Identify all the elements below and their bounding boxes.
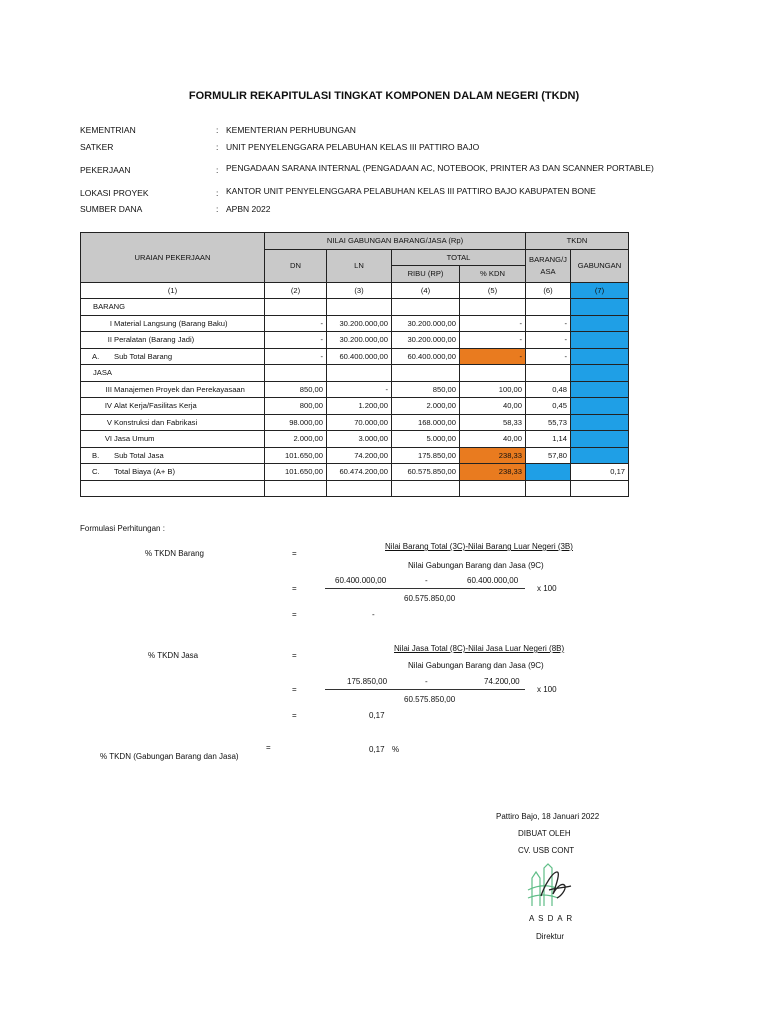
jasa-denominator-text: Nilai Gabungan Barang dan Jasa (9C) <box>408 661 544 670</box>
cell-ribu: 60.575.850,00 <box>392 464 460 481</box>
row-label: Sub Total Jasa <box>114 450 164 460</box>
equals-sign: = <box>292 549 297 558</box>
header-barang-jasa: BARANG/J ASA <box>526 249 571 282</box>
minus-sign: - <box>425 576 428 585</box>
cell-gabungan <box>571 348 629 365</box>
info-value-pekerjaan: PENGADAAN SARANA INTERNAL (PENGADAAN AC, NOTEBOOK, PRINTER A3 DAN SCANNER PORTABLE) <box>226 163 654 173</box>
subtotal-row-barang <box>81 348 629 365</box>
cell-kdn: 40,00 <box>460 431 526 448</box>
header-ribu: RIBU (RP) <box>392 266 460 283</box>
table-row <box>81 414 629 431</box>
cell-gabungan <box>571 431 629 448</box>
cell-kdn: - <box>460 332 526 349</box>
info-label-sumber-dana: SUMBER DANA <box>80 204 143 214</box>
row-number: II <box>107 335 112 345</box>
col-number: (6) <box>526 282 571 299</box>
cell-dn: 101.650,00 <box>265 447 327 464</box>
tkdn-table <box>80 232 629 497</box>
cell-ribu: 2.000,00 <box>392 398 460 415</box>
header-dn: DN <box>265 249 327 282</box>
tkdn-gabungan-label: % TKDN (Gabungan Barang dan Jasa) <box>100 752 239 761</box>
col-number: (7) <box>571 282 629 299</box>
cell-ln: - <box>327 381 392 398</box>
cell-dn: 101.650,00 <box>265 464 327 481</box>
header-total: TOTAL <box>392 249 526 266</box>
row-number: IV <box>104 401 112 411</box>
cell-ribu: 60.400.000,00 <box>392 348 460 365</box>
col-number: (1) <box>81 282 265 299</box>
cell-dn: - <box>265 348 327 365</box>
table-row <box>81 332 629 349</box>
cell-barang-jasa: 57,80 <box>526 447 571 464</box>
row-number: III <box>105 384 112 394</box>
barang-denominator-text: Nilai Gabungan Barang dan Jasa (9C) <box>408 561 544 570</box>
times-100: x 100 <box>537 685 557 694</box>
cell-ribu: 850,00 <box>392 381 460 398</box>
cell-ln: 1.200,00 <box>327 398 392 415</box>
section-label: BARANG <box>81 299 265 316</box>
cell-ribu: 5.000,00 <box>392 431 460 448</box>
barang-denominator: 60.575.850,00 <box>404 594 456 603</box>
page-title: FORMULIR REKAPITULASI TINGKAT KOMPONEN DALAM NEGERI (TKDN) <box>188 90 580 102</box>
cell-ln: 30.200.000,00 <box>327 315 392 332</box>
column-number-row <box>81 282 629 299</box>
row-label: Total Biaya (A+ B) <box>114 467 175 477</box>
equals-sign: = <box>292 584 297 593</box>
row-label: Peralatan (Barang Jadi) <box>114 335 195 345</box>
cell-gabungan <box>571 398 629 415</box>
info-colon: : <box>216 165 219 175</box>
table-row <box>81 381 629 398</box>
cell-gabungan <box>571 315 629 332</box>
cell-ribu: 30.200.000,00 <box>392 315 460 332</box>
cell-kdn: 58,33 <box>460 414 526 431</box>
barang-value-b: 60.400.000,00 <box>467 576 519 585</box>
empty-row <box>81 480 629 497</box>
header-tkdn: TKDN <box>526 233 629 250</box>
jasa-numerator-text: Nilai Jasa Total (8C)-Nilai Jasa Luar Negeri (8B) <box>394 644 565 653</box>
col-number: (4) <box>392 282 460 299</box>
place-date: Pattiro Bajo, 18 Januari 2022 <box>496 812 600 821</box>
fraction-line <box>325 689 525 690</box>
cell-gabungan: 0,17 <box>571 464 629 481</box>
header-nilai-gabungan: NILAI GABUNGAN BARANG/JASA (Rp) <box>265 233 526 250</box>
info-value-lokasi: KANTOR UNIT PENYELENGGARA PELABUHAN KELAS III PATTIRO BAJO KABUPATEN BONE <box>226 186 596 196</box>
barang-value-a: 60.400.000,00 <box>335 576 387 585</box>
cell-ribu: 175.850,00 <box>392 447 460 464</box>
tkdn-barang-label: % TKDN Barang <box>145 549 204 558</box>
row-label: Manajemen Proyek dan Perekayasaan <box>114 384 245 394</box>
section-label: JASA <box>81 365 265 382</box>
equals-sign: = <box>292 685 297 694</box>
row-number: I <box>109 318 112 328</box>
signatory-name: A S D A R <box>529 914 574 923</box>
cell-kdn: 40,00 <box>460 398 526 415</box>
jasa-result: 0,17 <box>369 711 385 720</box>
row-number: A. <box>92 351 100 361</box>
cell-kdn: 238,33 <box>460 447 526 464</box>
cell-dn: - <box>265 332 327 349</box>
cell-dn: 2.000,00 <box>265 431 327 448</box>
equals-sign: = <box>266 743 271 752</box>
cell-gabungan <box>571 332 629 349</box>
row-label: Alat Kerja/Fasilitas Kerja <box>114 401 197 411</box>
barang-numerator-text: Nilai Barang Total (3C)-Nilai Barang Luar Negeri (3B) <box>385 542 573 551</box>
equals-sign: = <box>292 610 297 619</box>
info-colon: : <box>216 125 219 135</box>
info-label-lokasi: LOKASI PROYEK <box>80 188 149 198</box>
col-number: (5) <box>460 282 526 299</box>
row-label: Jasa Umum <box>114 434 155 444</box>
minus-sign: - <box>425 677 428 686</box>
col-number: (2) <box>265 282 327 299</box>
info-label-kementrian: KEMENTRIAN <box>80 125 136 135</box>
cell-ribu: 168.000,00 <box>392 414 460 431</box>
header-uraian: URAIAN PEKERJAAN <box>81 233 265 283</box>
cell-ln: 70.000,00 <box>327 414 392 431</box>
cell-barang-jasa: - <box>526 332 571 349</box>
header-gabungan: GABUNGAN <box>571 249 629 282</box>
cell-ribu: 30.200.000,00 <box>392 332 460 349</box>
cell-dn: 98.000,00 <box>265 414 327 431</box>
info-value-kementrian: KEMENTERIAN PERHUBUNGAN <box>226 125 356 135</box>
cell-barang-jasa <box>526 464 571 481</box>
cell-kdn: 238,33 <box>460 464 526 481</box>
row-number: V <box>106 417 112 427</box>
formula-heading: Formulasi Perhitungan : <box>80 524 165 533</box>
header-ln: LN <box>327 249 392 282</box>
barang-result: - <box>372 610 375 619</box>
cell-kdn: - <box>460 348 526 365</box>
table-row <box>81 431 629 448</box>
cell-ln: 3.000,00 <box>327 431 392 448</box>
cell-kdn: 100,00 <box>460 381 526 398</box>
signature-icon <box>535 866 575 904</box>
info-value-satker: UNIT PENYELENGGARA PELABUHAN KELAS III PATTIRO BAJO <box>226 142 480 152</box>
section-row-barang <box>81 299 629 316</box>
cell-barang-jasa: 55,73 <box>526 414 571 431</box>
table-row <box>81 315 629 332</box>
info-value-sumber-dana: APBN 2022 <box>226 204 271 214</box>
jasa-value-b: 74.200,00 <box>484 677 520 686</box>
cell-barang-jasa: - <box>526 315 571 332</box>
cell-barang-jasa: - <box>526 348 571 365</box>
equals-sign: = <box>292 651 297 660</box>
cell-gabungan <box>571 381 629 398</box>
cell-kdn: - <box>460 315 526 332</box>
cell-ln: 74.200,00 <box>327 447 392 464</box>
table-row <box>81 398 629 415</box>
times-100: x 100 <box>537 584 557 593</box>
total-row <box>81 464 629 481</box>
info-label-pekerjaan: PEKERJAAN <box>80 165 131 175</box>
info-label-satker: SATKER <box>80 142 114 152</box>
cell-gabungan <box>571 447 629 464</box>
cell-dn: - <box>265 315 327 332</box>
cell-ln: 60.400.000,00 <box>327 348 392 365</box>
cell-barang-jasa: 0,45 <box>526 398 571 415</box>
company-name: CV. USB CONT <box>518 846 575 855</box>
tkdn-jasa-label: % TKDN Jasa <box>148 651 199 660</box>
row-label: Konstruksi dan Fabrikasi <box>114 417 198 427</box>
percent-sign: % <box>392 745 400 754</box>
col-number: (3) <box>327 282 392 299</box>
jasa-value-a: 175.850,00 <box>347 677 388 686</box>
cell-barang-jasa: 1,14 <box>526 431 571 448</box>
cell-ln: 30.200.000,00 <box>327 332 392 349</box>
signatory-title: Direktur <box>536 932 565 941</box>
row-number: B. <box>92 450 100 460</box>
header-kdn: % KDN <box>460 266 526 283</box>
cell-dn: 850,00 <box>265 381 327 398</box>
equals-sign: = <box>292 711 297 720</box>
cell-gabungan <box>571 414 629 431</box>
cell-dn: 800,00 <box>265 398 327 415</box>
subtotal-row-jasa <box>81 447 629 464</box>
row-label: Sub Total Barang <box>114 351 173 361</box>
fraction-line <box>325 588 525 589</box>
tkdn-gabungan-value: 0,17 <box>369 745 385 754</box>
row-number: C. <box>92 467 100 477</box>
made-by-label: DIBUAT OLEH <box>518 829 571 838</box>
info-colon: : <box>216 204 219 214</box>
cell-ln: 60.474.200,00 <box>327 464 392 481</box>
info-colon: : <box>216 188 219 198</box>
cell-barang-jasa: 0,48 <box>526 381 571 398</box>
row-label: Material Langsung (Barang Baku) <box>114 318 228 328</box>
info-colon: : <box>216 142 219 152</box>
row-number: VI <box>104 434 112 444</box>
jasa-denominator: 60.575.850,00 <box>404 695 456 704</box>
section-row-jasa <box>81 365 629 382</box>
